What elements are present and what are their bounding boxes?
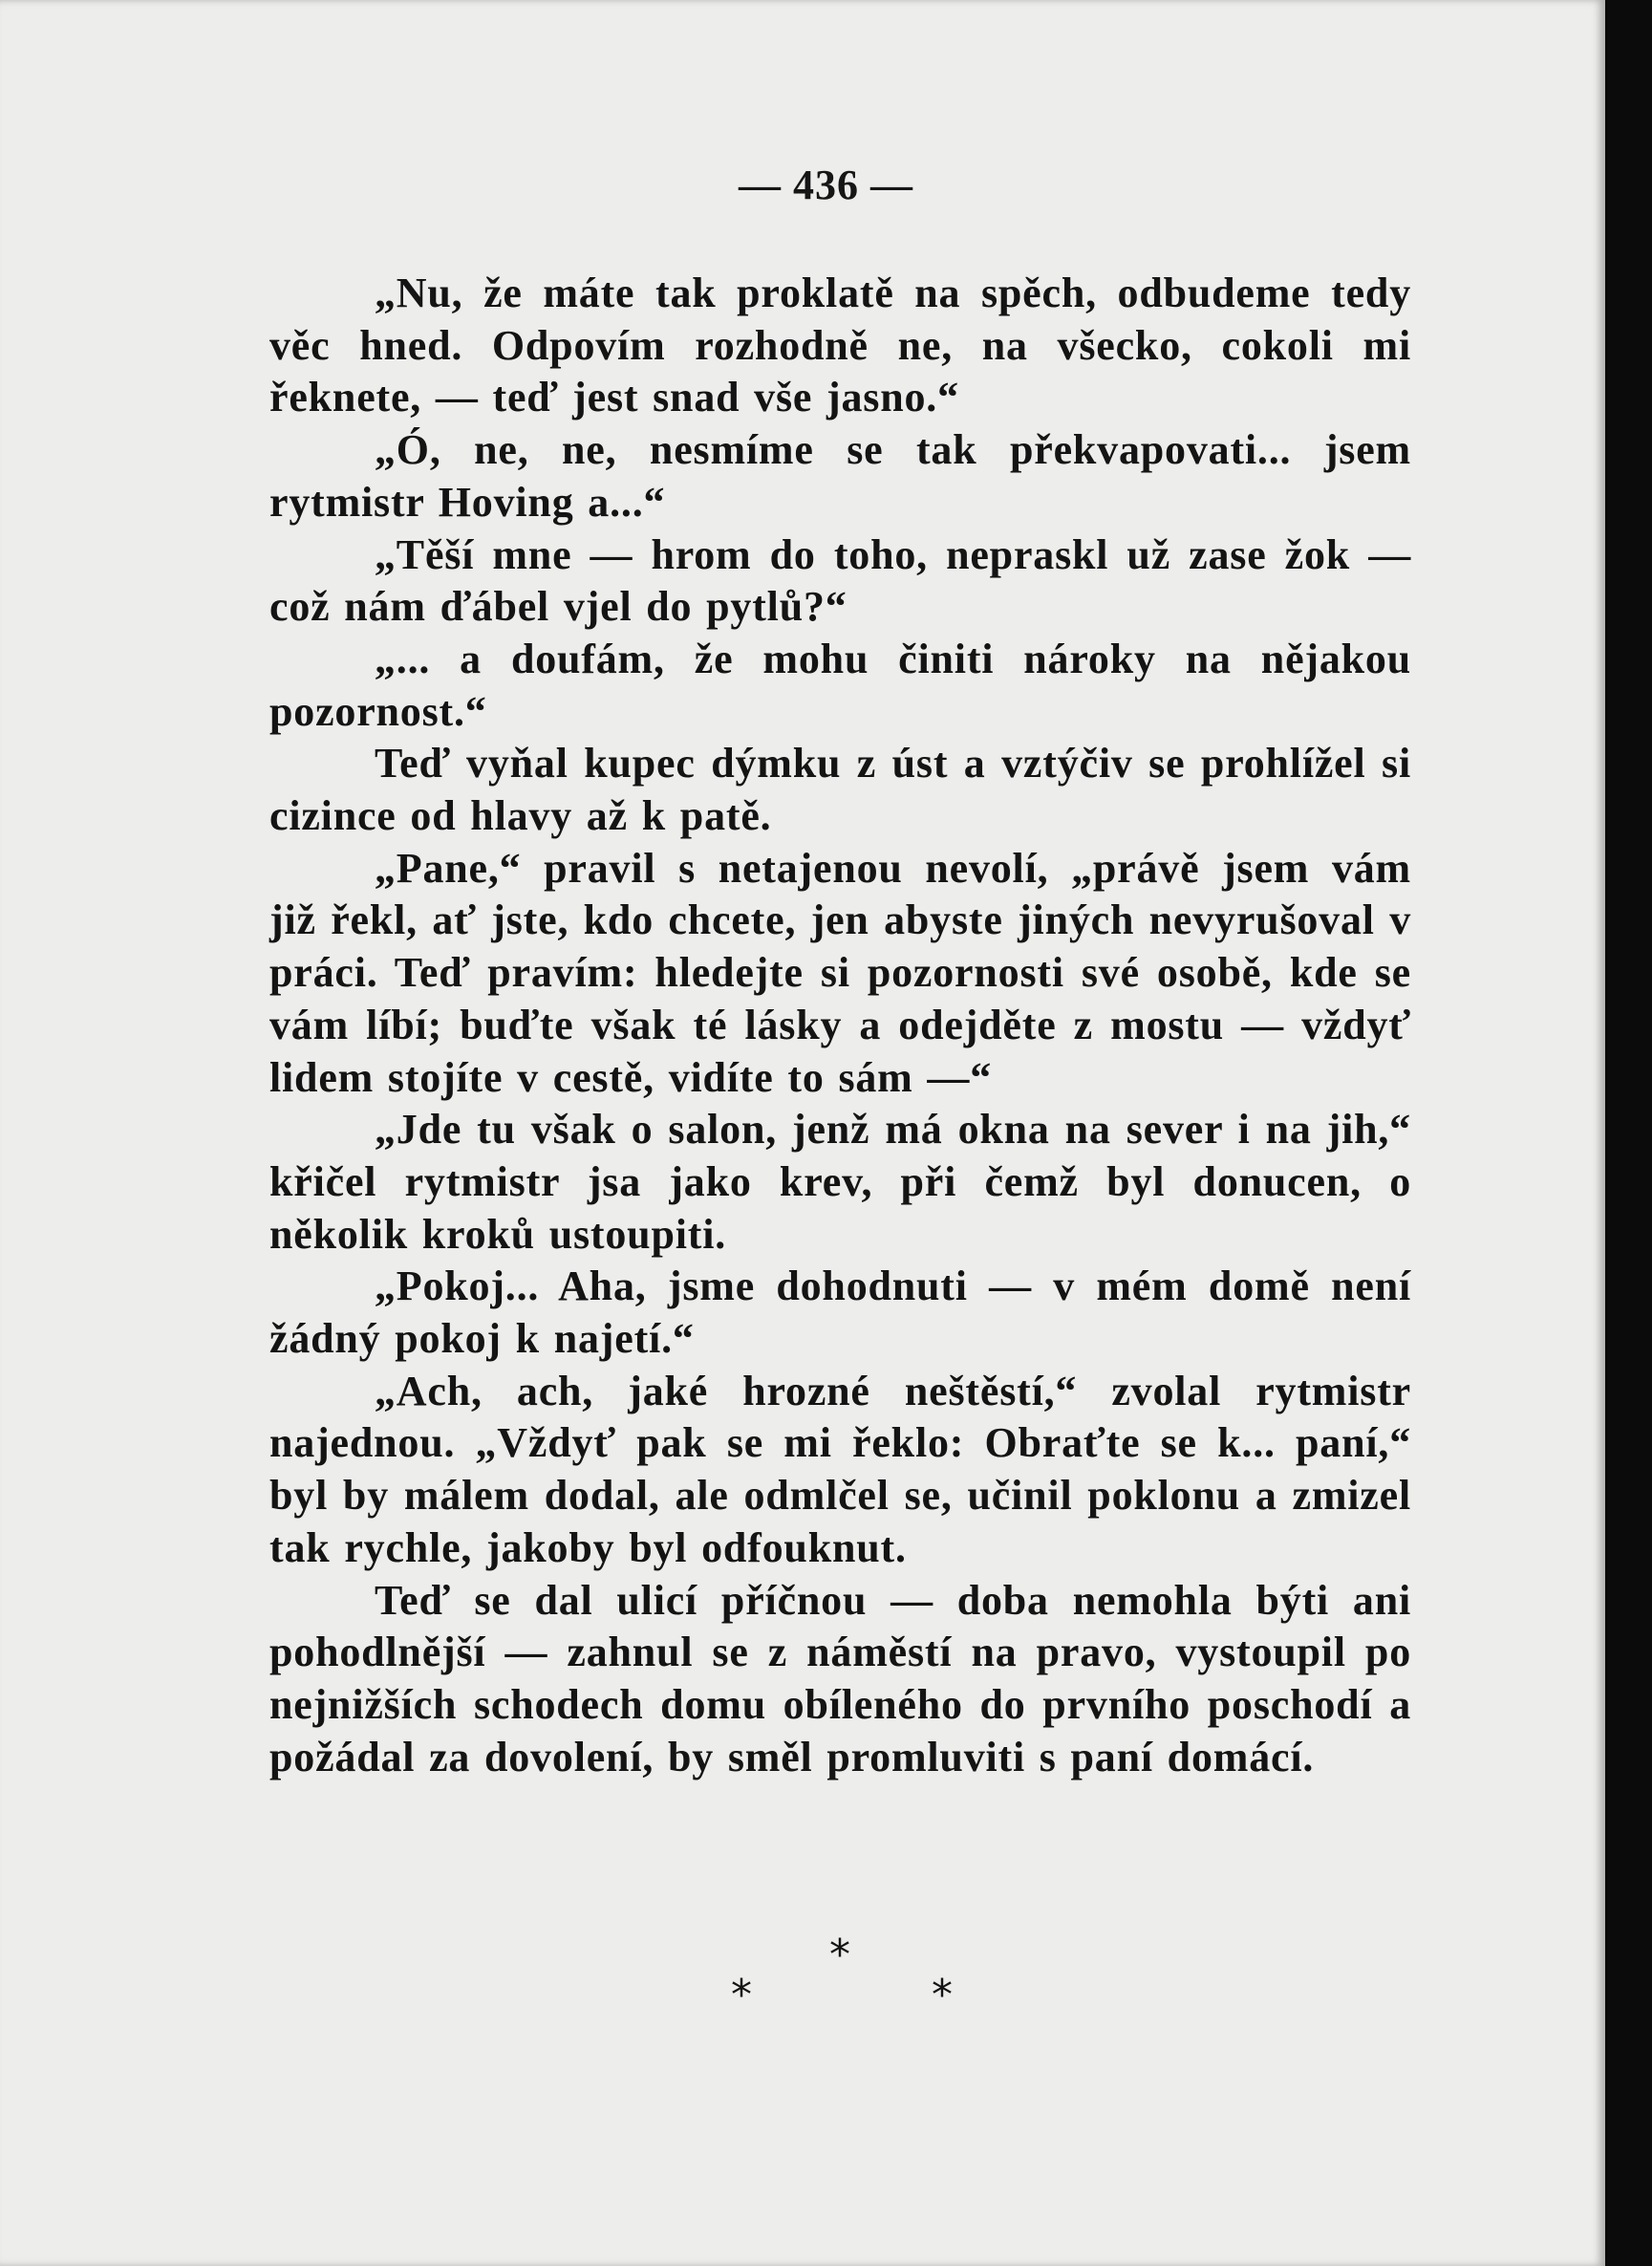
body-text	[269, 268, 1411, 1783]
paragraph: „Ó, ne, ne, nesmíme se tak překvapovati... jsem rytmistr Hoving a...“	[269, 426, 1411, 526]
paragraph: „Nu, že máte tak proklatě na spěch, odbudeme tedy věc hned. Odpovím rozhodně ne, na všecko, cokoli mi řeknete, — teď jest snad vše jasno.“	[269, 270, 1411, 421]
section-break	[0, 1931, 1652, 2036]
paragraph: „Jde tu však o salon, jenž má okna na sever i na jih,“ křičel rytmistr jsa jako krev, při čemž byl donucen, o několik kroků ustoupiti.	[269, 1106, 1411, 1258]
asterisk: *	[932, 1971, 953, 2019]
page-number: — 436 —	[739, 162, 913, 208]
asterisk: *	[731, 1971, 752, 2019]
paragraph: Teď vyňal kupec dýmku z úst a vztýčiv se prohlížel si cizince od hlavy až k patě.	[269, 740, 1411, 840]
paragraph: „Pokoj... Aha, jsme dohodnuti — v mém domě není žádný pokoj k najetí.“	[269, 1262, 1411, 1363]
paragraph: „... a doufám, že mohu činiti nároky na nějakou pozornost.“	[269, 635, 1411, 735]
paragraph: „Ach, ach, jaké hrozné neštěstí,“ zvolal rytmistr najednou. „Vždyť pak se mi řeklo: Obraťte se k... paní,“ byl by málem dodal, ale odmlčel se, učinil poklonu a zmizel tak rychle, jakoby byl odfouknut.	[269, 1367, 1411, 1571]
paragraph: Teď se dal ulicí příčnou — doba nemohla býti ani pohodlnější — zahnul se z náměstí na pravo, vystoupil po nejnižších schodech domu obíleného do prvního poschodí a požádal za dovolení, by směl promluviti s paní domácí.	[269, 1576, 1411, 1780]
paragraph: „Pane,“ pravil s netajenou nevolí, „právě jsem vám již řekl, ať jste, kdo chcete, jen abyste jiných nevyrušoval v práci. Teď pravím: hledejte si pozornosti své osobě, kde se vám líbí; buďte však té lásky a odejděte z mostu — vždyť lidem stojíte v cestě, vidíte to sám —“	[269, 844, 1411, 1101]
paragraph: „Těší mne — hrom do toho, nepraskl už zase žok — což nám ďábel vjel do pytlů?“	[269, 530, 1411, 631]
asterisk: *	[829, 1931, 850, 1979]
